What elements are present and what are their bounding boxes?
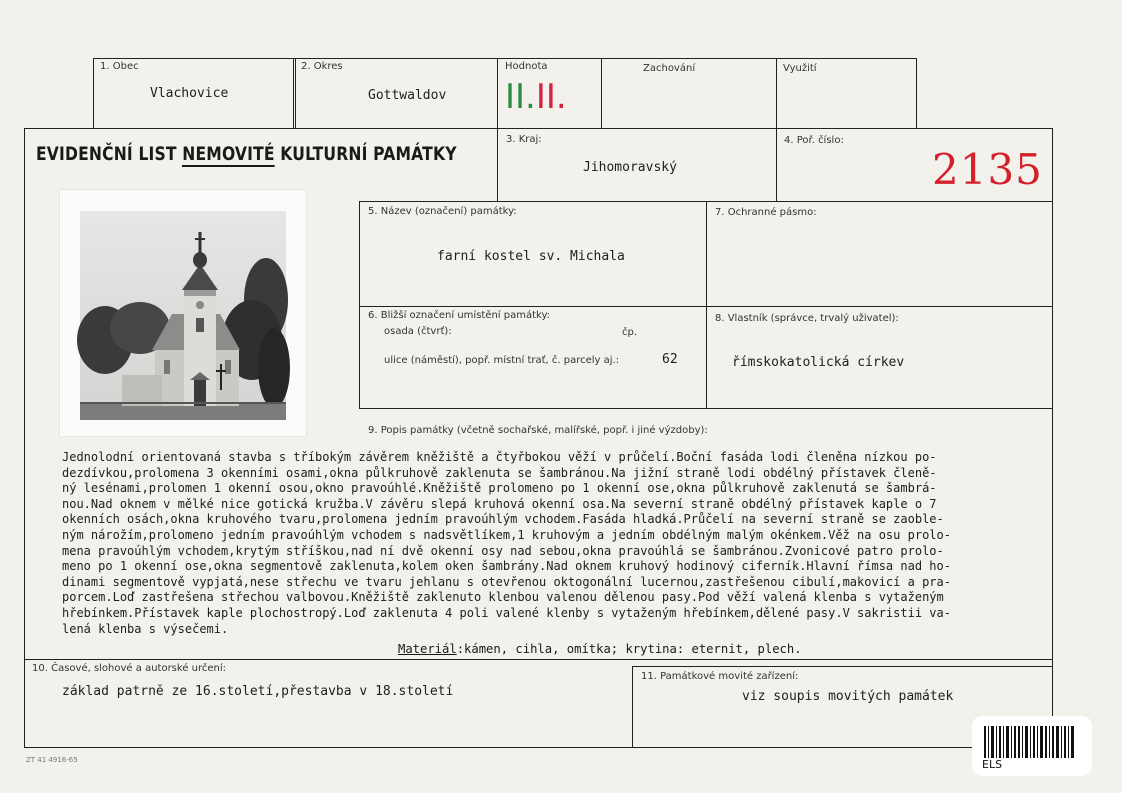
- hodnota-red: II.: [535, 77, 567, 117]
- barcode-sticker: [972, 716, 1092, 776]
- popis-label: 9. Popis památky (včetně sochařské, malířské, popř. i jiné výzdoby):: [368, 425, 708, 436]
- osada-label: osada (čtvrť):: [384, 326, 452, 337]
- cp-label: čp.: [622, 327, 638, 338]
- registration-number: 2135: [932, 145, 1043, 194]
- vyuziti-label: Využití: [783, 63, 817, 74]
- nazev-value: farní kostel sv. Michala: [437, 249, 625, 264]
- popis-text: Jednolodní orientovaná stavba s tříbokým závěrem kněžiště a čtyřbokou věží v průčelí.Boční fasáda lodi členěna nízkou po- dezdívkou,prolomena 3 okenními osami,okna půlkruhově zaklenuta se šambránou.Na jižní straně lodi obdélný přístavek členě- ný lesénami,prolomen 1 okenní osou,okno pravoúhlé.Kněžiště prolomeno po 1 okenní ose,okna půlkruhově zaklenutá se šambrá- nou.Nad oknem v mělké nice gotická kružba.V závěru slepá kruhová okenní osa.Na severní straně obdélný přístavek kaple o 7 okenních osách,okna kruhového tvaru,prolomena jedním pravoúhlým vchodem.Fasáda hladká.Průčelí na severní straně se zaoble- ným nárožím,prolomeno jedním pravoúhlým vchodem s nadsvětlíkem,1 kruhovým a jedním obdélným malým okénkem.Věž na osu prolo- mena pravoúhlým vchodem,krytým stříškou,nad ní dvě okenní osy nad sebou,okna pravoúhlá se šambránou.Zvonicové patro prolo- meno po 1 okenní ose,okna segmentově zaklenuta,kolem oken šambrány.Nad oknem kruhový hodinový ciferník.Hlavní římsa nad ho- dinami segmentově vypjatá,nese střechu ve tvaru jehlanu s otevřenou oktogonální lucernou,zastřešenou cibulí,makovicí a pra- porcem.Loď zastřešena střechou valbovou.Kněžiště zaklenuto klenbou valenou dělenou pasy.Pod věží valená klenba s vytaženým hřebínkem.Přístavek kaple plochostropý.Loď zaklenuta 4 poli valené klenby s vytaženým hřebínkem,dělené pasy.V sakristii va- lená klenba s výsečemi.: [62, 450, 951, 636]
- bottom-divider: [24, 659, 1053, 660]
- vlastnik-value: římskokatolická církev: [732, 355, 905, 370]
- title-part2: KULTURNÍ PAMÁTKY: [274, 143, 457, 165]
- material-label: Materiál: [398, 642, 457, 656]
- okres-label: 2. Okres: [301, 61, 343, 72]
- material-line: [398, 642, 802, 656]
- ulice-label: ulice (náměstí), popř. místní trať, č. parcely aj.:: [384, 355, 620, 366]
- church-photo-image: [60, 190, 306, 436]
- title-underlined: NEMOVITÉ: [182, 143, 275, 165]
- parcela-value: 62: [662, 352, 678, 367]
- church-photo: [60, 190, 306, 436]
- form-title: [36, 143, 457, 165]
- kraj-label: 3. Kraj:: [506, 134, 542, 145]
- zachovani-label: Zachování: [643, 63, 696, 74]
- nazev-label: 5. Název (označení) památky:: [368, 206, 517, 217]
- hodnota-green: II.: [505, 77, 536, 117]
- hodnota-value: [505, 77, 567, 117]
- hodnota-label: Hodnota: [505, 61, 548, 72]
- kraj-value: Jihomoravský: [583, 160, 677, 175]
- cislo-label: 4. Poř. číslo:: [784, 135, 844, 146]
- bottom-vertical-divider: [632, 666, 633, 748]
- zarizeni-label: 11. Památkové movité zařízení:: [641, 671, 799, 682]
- okres-value: Gottwaldov: [368, 88, 447, 103]
- bottom-right-divider: [632, 666, 1053, 667]
- pasmo-label: 7. Ochranné pásmo:: [715, 207, 817, 218]
- obec-label: 1. Obec: [100, 61, 139, 72]
- umisteni-label: 6. Bližší označení umístění památky:: [368, 310, 551, 321]
- obec-value: Vlachovice: [150, 86, 229, 101]
- material-value: :kámen, cihla, omítka; krytina: eternit, plech.: [456, 642, 802, 656]
- title-part1: EVIDENČNÍ LIST: [36, 143, 183, 165]
- urceni-label: 10. Časové, slohové a autorské určení:: [32, 663, 227, 674]
- barcode-label: ELS: [982, 758, 1003, 771]
- vlastnik-label: 8. Vlastník (správce, trvalý uživatel):: [715, 313, 899, 324]
- urceni-value: základ patrně ze 16.století,přestavba v 18.století: [62, 684, 454, 699]
- form-code: ZT 41 4916-65: [26, 756, 78, 764]
- zarizeni-value: viz soupis movitých památek: [742, 689, 954, 704]
